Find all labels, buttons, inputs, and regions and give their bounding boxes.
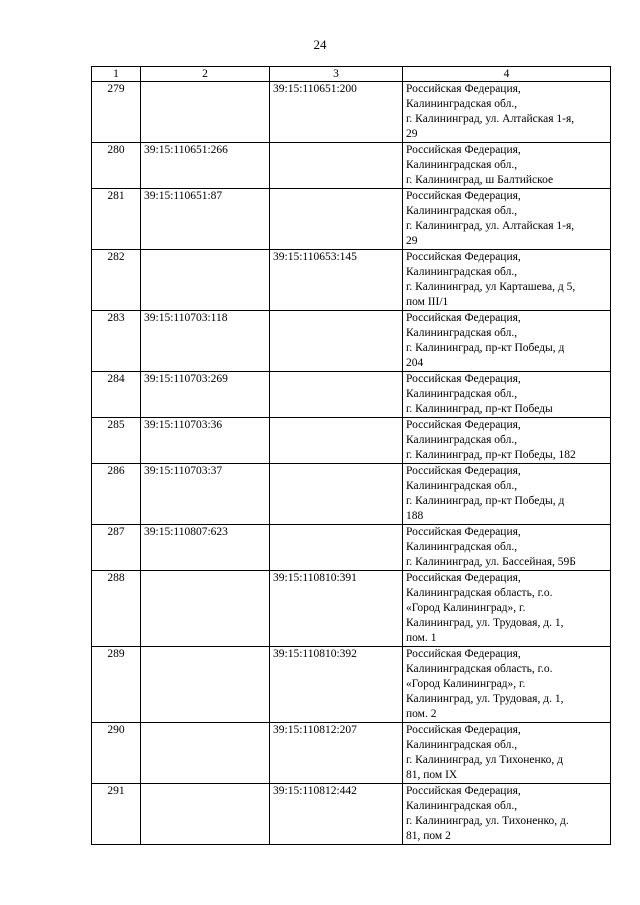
table-row [92, 143, 611, 189]
cadastral-number-col3-cell [270, 464, 403, 525]
cadastral-number-col3-cell: 39:15:110651:200 [270, 82, 403, 143]
cadastral-number-col2-cell: 39:15:110703:37 [141, 464, 270, 525]
cadastral-number-col3-cell: 39:15:110812:207 [270, 723, 403, 784]
address-cell [403, 189, 611, 250]
table-row [92, 372, 611, 418]
cadastral-number-col3-cell [270, 189, 403, 250]
address-cell [403, 784, 611, 845]
row-number-cell: 289 [92, 647, 141, 723]
address-line: Российская Федерация, [406, 83, 521, 95]
address-cell [403, 525, 611, 571]
address-cell [403, 464, 611, 525]
address-line: Российская Федерация, [406, 251, 521, 263]
address-cell [403, 372, 611, 418]
table-row [92, 418, 611, 464]
address-line: Калининград, ул. Трудовая, д. 1, [406, 693, 564, 705]
address-line: Калининградская обл., [406, 98, 518, 110]
table-row [92, 82, 611, 143]
cadastral-number-col3-cell [270, 418, 403, 464]
row-number-cell: 288 [92, 571, 141, 647]
table-row [92, 250, 611, 311]
cadastral-number-col2-cell [141, 250, 270, 311]
address-line: г. Калининград, ул Тихоненко, д [406, 754, 564, 766]
address-line: Российская Федерация, [406, 785, 521, 797]
row-number-cell: 290 [92, 723, 141, 784]
cadastral-number-col3-cell: 39:15:110812:442 [270, 784, 403, 845]
row-number-cell: 280 [92, 143, 141, 189]
address-line: Калининградская обл., [406, 327, 518, 339]
address-cell [403, 82, 611, 143]
address-line: 81, пом 2 [406, 830, 451, 842]
column-header-1: 1 [92, 67, 141, 82]
row-number-cell: 279 [92, 82, 141, 143]
cadastral-number-col2-cell [141, 82, 270, 143]
table-row [92, 189, 611, 250]
page-number: 24 [313, 37, 327, 52]
address-line: Российская Федерация, [406, 373, 521, 385]
address-line: «Город Калининград», г. [406, 678, 526, 690]
address-line: Российская Федерация, [406, 724, 521, 736]
address-line: Калининградская обл., [406, 388, 518, 400]
table-row [92, 723, 611, 784]
address-line: г. Калининград, пр-кт Победы, д [406, 342, 565, 354]
cadastral-number-col2-cell [141, 784, 270, 845]
address-line: г. Калининград, ул. Бассейная, 59Б [406, 556, 576, 568]
cadastral-number-col3-cell [270, 143, 403, 189]
row-number-cell: 287 [92, 525, 141, 571]
address-line: Калининградская обл., [406, 541, 518, 553]
address-line: 29 [406, 235, 418, 247]
address-line: Российская Федерация, [406, 190, 521, 202]
address-line: г. Калининград, ул. Алтайская 1-я, [406, 113, 575, 125]
address-line: «Город Калининград», г. [406, 602, 526, 614]
table-row [92, 784, 611, 845]
address-line: Калининградская область, г.о. [406, 663, 553, 675]
row-number-cell: 284 [92, 372, 141, 418]
cadastral-number-col2-cell: 39:15:110703:36 [141, 418, 270, 464]
cadastral-number-col3-cell: 39:15:110810:392 [270, 647, 403, 723]
table-row [92, 525, 611, 571]
row-number-cell: 286 [92, 464, 141, 525]
cadastral-number-col2-cell: 39:15:110807:623 [141, 525, 270, 571]
table-row [92, 464, 611, 525]
row-number-cell: 281 [92, 189, 141, 250]
address-line: Калининградская обл., [406, 205, 518, 217]
address-line: Калининградская область, г.о. [406, 587, 553, 599]
cadastral-number-col2-cell: 39:15:110651:87 [141, 189, 270, 250]
address-line: Российская Федерация, [406, 526, 521, 538]
address-line: пом III/1 [406, 296, 449, 308]
address-line: г. Калининград, ул. Алтайская 1-я, [406, 220, 575, 232]
table-row [92, 571, 611, 647]
address-line: пом. 1 [406, 632, 437, 644]
address-line: Российская Федерация, [406, 572, 521, 584]
address-cell [403, 571, 611, 647]
row-number-cell: 285 [92, 418, 141, 464]
table-row [92, 647, 611, 723]
address-cell [403, 250, 611, 311]
cadastral-number-col2-cell [141, 571, 270, 647]
column-header-2: 2 [141, 67, 270, 82]
address-line: Российская Федерация, [406, 465, 521, 477]
address-line: Калининградская обл., [406, 434, 518, 446]
cadastral-number-col3-cell [270, 372, 403, 418]
address-line: Российская Федерация, [406, 144, 521, 156]
cadastral-table [91, 66, 611, 845]
address-line: 81, пом IX [406, 769, 458, 781]
address-line: пом. 2 [406, 708, 437, 720]
address-line: г. Калининград, пр-кт Победы, 182 [406, 449, 576, 461]
cadastral-number-col3-cell [270, 525, 403, 571]
column-header-3: 3 [270, 67, 403, 82]
table-header-row [92, 67, 611, 82]
cadastral-number-col3-cell: 39:15:110810:391 [270, 571, 403, 647]
address-line: Российская Федерация, [406, 312, 521, 324]
address-line: Калининградская обл., [406, 480, 518, 492]
row-number-cell: 282 [92, 250, 141, 311]
address-line: г. Калининград, ул. Тихоненко, д. [406, 815, 569, 827]
address-line: 204 [406, 357, 424, 369]
address-line: 29 [406, 128, 418, 140]
address-line: Калининградская обл., [406, 800, 518, 812]
address-line: Российская Федерация, [406, 419, 521, 431]
cadastral-number-col2-cell: 39:15:110703:269 [141, 372, 270, 418]
address-line: 188 [406, 510, 424, 522]
address-line: г. Калининград, ул Карташева, д 5, [406, 281, 576, 293]
row-number-cell: 291 [92, 784, 141, 845]
cadastral-number-col3-cell [270, 311, 403, 372]
address-cell [403, 723, 611, 784]
address-line: г. Калининград, пр-кт Победы, д [406, 495, 565, 507]
address-line: Калининград, ул. Трудовая, д. 1, [406, 617, 564, 629]
address-cell [403, 311, 611, 372]
address-line: Калининградская обл., [406, 266, 518, 278]
cadastral-number-col2-cell: 39:15:110651:266 [141, 143, 270, 189]
address-line: Калининградская обл., [406, 159, 518, 171]
cadastral-number-col2-cell: 39:15:110703:118 [141, 311, 270, 372]
cadastral-number-col2-cell [141, 723, 270, 784]
address-cell [403, 647, 611, 723]
address-cell [403, 418, 611, 464]
column-header-4: 4 [403, 67, 611, 82]
table-row [92, 311, 611, 372]
address-cell [403, 143, 611, 189]
address-line: Калининградская обл., [406, 739, 518, 751]
cadastral-number-col3-cell: 39:15:110653:145 [270, 250, 403, 311]
address-line: г. Калининград, ш Балтийское [406, 174, 554, 186]
cadastral-number-col2-cell [141, 647, 270, 723]
address-line: Российская Федерация, [406, 648, 521, 660]
row-number-cell: 283 [92, 311, 141, 372]
address-line: г. Калининград, пр-кт Победы [406, 403, 553, 415]
